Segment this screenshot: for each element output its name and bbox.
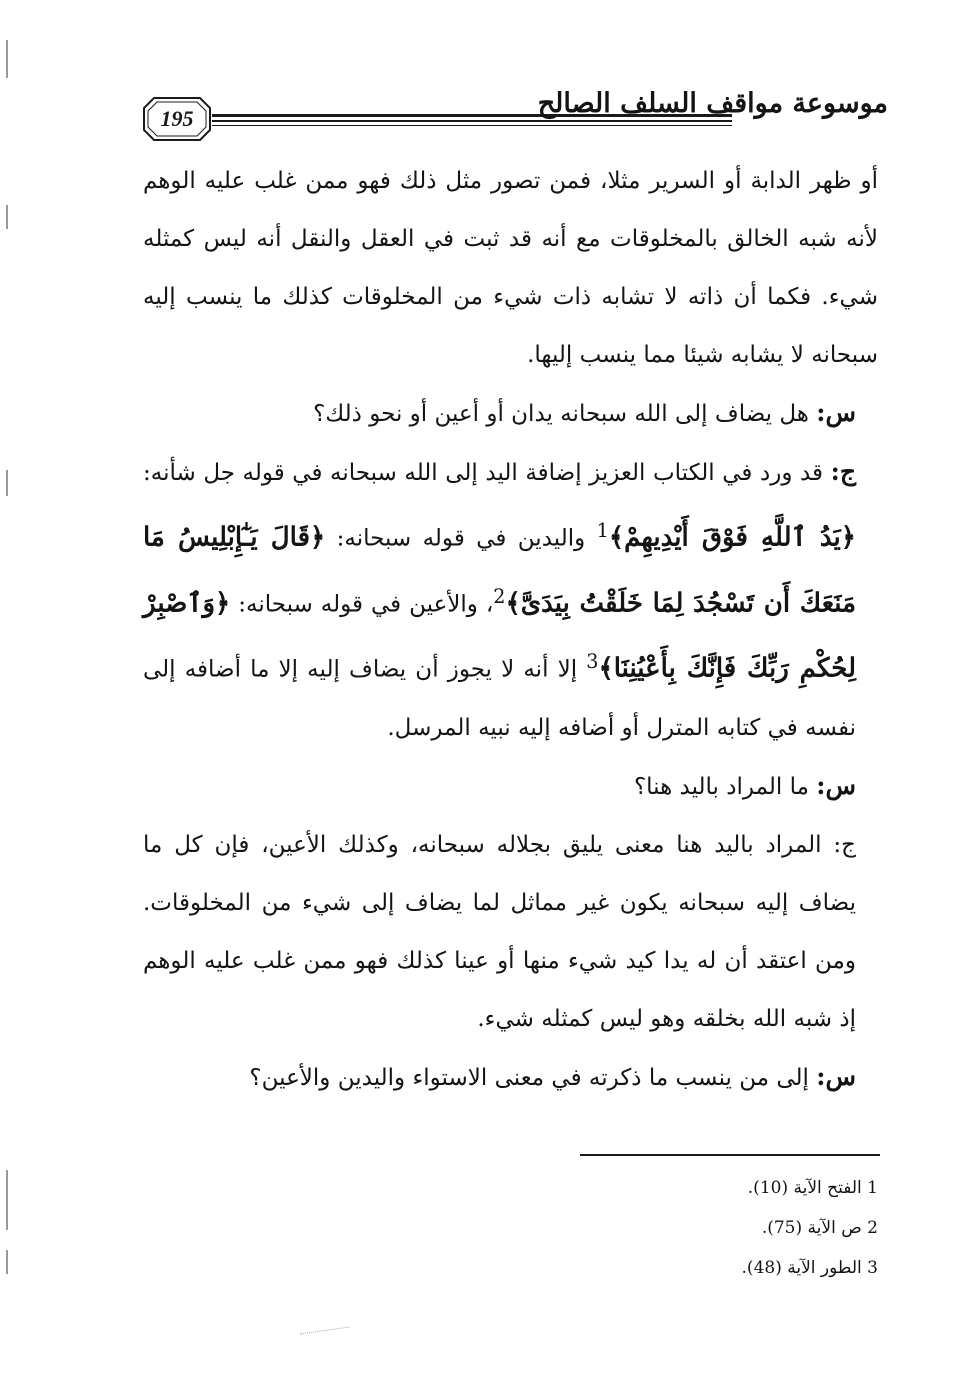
question-2-text: ما المراد باليد هنا؟ [633, 773, 809, 800]
scan-edge-mark [6, 470, 8, 496]
footnote-text: ص الآية (75). [761, 1218, 862, 1238]
footnote-number: 3 [867, 1258, 878, 1278]
footnote-number: 2 [867, 1218, 878, 1238]
footnote-separator [580, 1154, 880, 1156]
scan-edge-mark [6, 1170, 8, 1230]
quran-verse-3: ﴿وَٱصْبِرْ لِحُكْمِ رَبِّكَ فَإِنَّكَ بِأَعْيُنِنَا﴾ [143, 588, 857, 684]
answer-1-tail: إلا أنه لا يجوز أن يضاف إليه إلا ما أضافه إلى نفسه في كتابه المترل أو أضافه إليه نبيه المرسل. [143, 656, 856, 741]
footnotes [578, 1168, 878, 1288]
question-marker: س: [816, 1061, 856, 1091]
question-2 [143, 757, 878, 816]
answer-1-mid-1: واليدين في قوله سبحانه: [336, 525, 586, 552]
question-marker: س: [816, 398, 856, 427]
scan-edge-mark [6, 205, 8, 229]
page-header [128, 78, 888, 158]
question-1 [143, 384, 878, 443]
answer-1 [143, 443, 878, 757]
series-title: موسوعة مواقف السلف الصالح [537, 88, 888, 119]
scan-edge-mark [6, 1250, 8, 1274]
footnote-number: 1 [867, 1178, 878, 1198]
answer-marker: ج: [830, 457, 856, 486]
question-3 [143, 1048, 878, 1107]
quran-verse-1: ﴿يَدُ ٱللَّهِ فَوْقَ أَيْدِيهِمْ﴾ [608, 522, 856, 553]
answer-2: ج: المراد باليد هنا معنى يليق بجلاله سبحانه، وكذلك الأعين، فإن كل ما يضاف إليه سبحانه يكون غير مماثل لما يضاف إلى شيء من المخلوقات. ومن اعتقد أن له يدا كيد شيء منها أو عينا كذلك فهو ممن غلب عليه الوهم إذ شبه الله بخلقه وهو ليس كمثله شيء. [143, 831, 856, 1032]
page-number: 195 [160, 106, 194, 131]
quran-verse-2: ﴿قَالَ يَـٰٓإِبْلِيسُ مَا مَنَعَكَ أَن تَسْجُدَ لِمَا خَلَقْتُ بِيَدَىَّ﴾ [143, 522, 857, 619]
footnote-ref-2: 2 [493, 584, 506, 608]
main-text [143, 152, 878, 1107]
footnote-item [578, 1208, 878, 1248]
footnote-item [578, 1248, 878, 1288]
page-number-badge [142, 96, 212, 142]
answer-1-intro: قد ورد في الكتاب العزيز إضافة اليد إلى الله سبحانه في قوله جل شأنه: [143, 460, 824, 486]
paragraph-continuation: أو ظهر الدابة أو السرير مثلا، فمن تصور مثل ذلك فهو ممن غلب عليه الوهم لأنه شبه الخالق بالمخلوقات مع أنه قد ثبت في العقل والنقل أنه ليس كمثله شيء. فكما أن ذاته لا تشابه ذات شيء من المخلوقات كذلك ما ينسب إليه سبحانه لا يشابه شيئا مما ينسب إليها. [143, 168, 878, 368]
question-3-text: إلى من ينسب ما ذكرته في معنى الاستواء واليدين والأعين؟ [249, 1064, 809, 1091]
answer-1-mid-2: ، والأعين في قوله سبحانه: [238, 591, 494, 618]
footnote-text: الفتح الآية (10). [747, 1178, 862, 1198]
question-1-text: هل يضاف إلى الله سبحانه يدان أو أعين أو نحو ذلك؟ [313, 401, 809, 427]
footnote-item [578, 1168, 878, 1208]
footnote-text: الطور الآية (48). [741, 1258, 862, 1278]
scan-smudge [300, 1327, 350, 1339]
footnote-ref-3: 3 [586, 650, 599, 674]
question-marker: س: [816, 770, 856, 800]
scan-edge-mark [6, 40, 8, 78]
footnote-ref-1: 1 [596, 519, 609, 542]
